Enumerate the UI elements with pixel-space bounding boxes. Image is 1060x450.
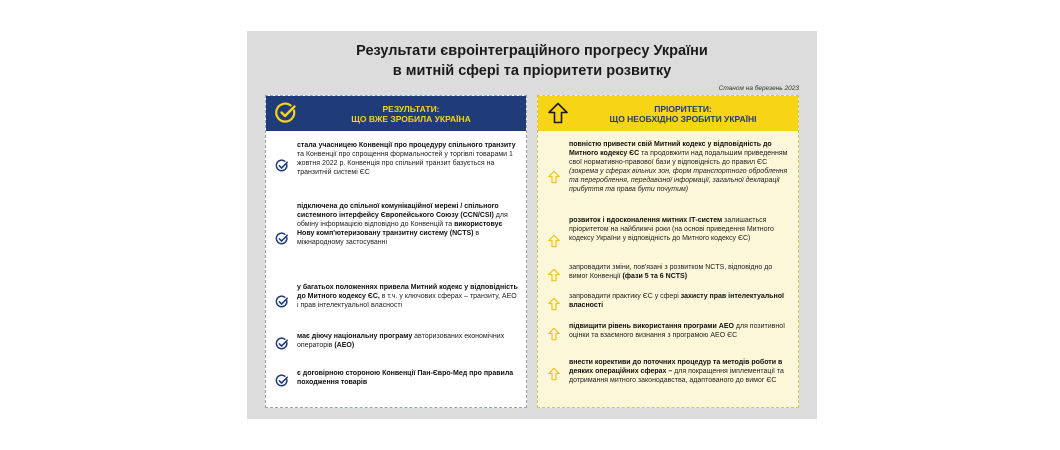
right-item-text: підвищити рівень використання програми АЕО для позитивної оцінки та взаємного визнання з програмою АЕО ЄС [569,323,786,340]
right-item-text: внести корективи до поточних процедур та методів роботи в деяких операційних сферах – для покращення імплементації та дотримання митного законодавства, адаптованого до вимог ЄС [569,359,784,385]
results-column [265,95,527,408]
priorities-header-line-1: ПРІОРИТЕТИ: [654,104,712,114]
check-circle-icon [274,101,298,125]
check-circle-icon [275,295,289,309]
left-item-text: у багатьох положеннях привела Митний кодекс у відповідність до Митного кодексу ЄС, в т.ч. у ключових сферах – транзиту, АЕО і прав інтелектуальної власності [297,284,518,310]
priorities-header [538,96,798,131]
priorities-column [537,95,799,408]
results-header [266,96,526,131]
left-item-text: має діючу національну програму авторизованих економічних операторів (АЕО) [297,333,505,350]
right-item-text: повністю привести свій Митний кодекс у відповідність до Митного кодексу ЄС та продовжити над подальшим приведенням свої нормативно-правової бази у відповідність до правил ЄС (зокрема у сферах вільних зон, форм транспортного оброблення та перероблення, передавізної інформації, загальної декларації прибуття та права бути почутим) [569,141,788,194]
left-item-text: стала учасницею Конвенції про процедуру спільного транзиту та Конвенції про спрощення формальностей у торгівлі товарами 1 жовтня 2022 р. Конвенція про спільний транзит базується на транзитній системі ЄС [297,142,516,177]
arrow-up-icon [547,268,561,282]
priorities-header-line-2: ЩО НЕОБХІДНО ЗРОБИТИ УКРАЇНІ [609,114,757,124]
results-header-line-2: ЩО ВЖЕ ЗРОБИЛА УКРАЇНА [351,114,471,124]
infographic-panel [247,31,817,419]
as-of-date: Станом на березень 2023 [718,85,799,92]
arrow-up-icon [547,297,561,311]
check-circle-icon [275,374,289,388]
right-item-text: запровадити зміни, пов'язані з розвитком NCTS, відповідно до вимог Конвенції (фази 5 та 6 NCTS) [569,264,773,281]
right-item-text: розвиток і вдосконалення митних ІТ-систем залишається пріоритетом на найближчі роки (на основі приведення Митного кодексу України у відповідність до Митного кодексу ЄС) [569,217,774,243]
arrow-up-icon [547,170,561,184]
results-header-line-1: РЕЗУЛЬТАТИ: [382,104,440,114]
arrow-up-icon [547,367,561,381]
check-circle-icon [275,337,289,351]
check-circle-icon [275,232,289,246]
right-item-text: запровадити практику ЄС у сфері захисту прав інтелектуальної власності [569,293,784,310]
page-title [247,41,817,81]
left-item-text: підключена до спільної комунікаційної мережі / спільного системного інтерфейсу Європейського Союзу (CCN/CSI) для обміну інформацією відповідно до Конвенцій та використовує Нову комп'ютеризовану транзитну систему (NCTS) в міжнародному застосуванні [297,203,508,247]
arrow-up-icon [547,234,561,248]
arrow-up-icon [546,101,570,125]
title-line-2: в митній сфері та пріоритети розвитку [392,63,672,79]
check-circle-icon [275,159,289,173]
arrow-up-icon [547,327,561,341]
title-line-1: Результати євроінтеграційного прогресу України [356,43,708,59]
left-item-text: є договірною стороною Конвенції Пан-Євро-Мед про правила походження товарів [297,370,514,387]
